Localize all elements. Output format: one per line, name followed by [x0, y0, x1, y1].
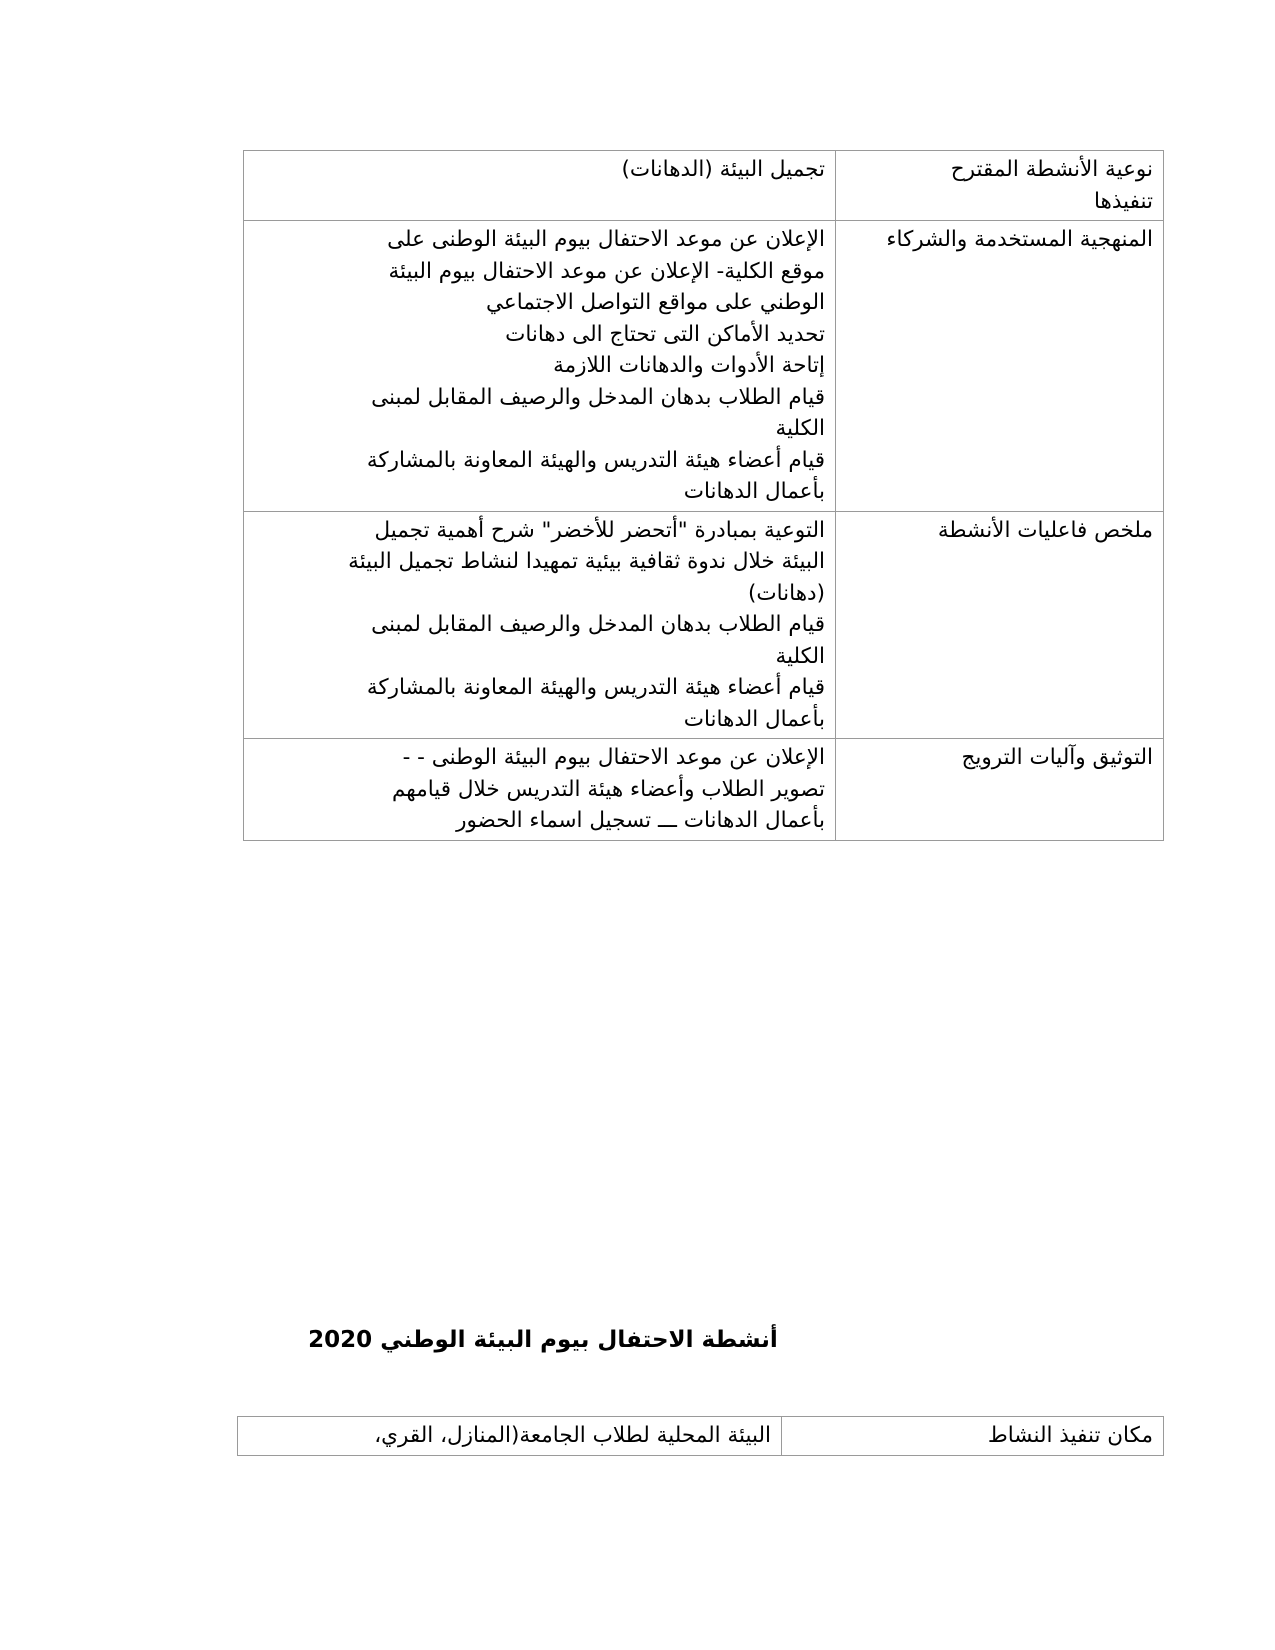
- row-value-line: قيام أعضاء هيئة التدريس والهيئة المعاونة بالمشاركة: [366, 675, 825, 700]
- activities-table-body: [244, 151, 1164, 841]
- row-value-line: الوطني على مواقع التواصل الاجتماعي: [485, 290, 825, 315]
- row-value-line: الكلية: [775, 643, 825, 669]
- row-value: البيئة المحلية لطلاب الجامعة(المنازل، القري،: [238, 1417, 782, 1456]
- section-heading: أنشطة الاحتفال بيوم البيئة الوطني 2020: [308, 1327, 778, 1353]
- row-label: [836, 221, 1164, 512]
- row-value-line: تحديد الأماكن التى تحتاج الى دهانات: [505, 321, 825, 347]
- row-value-line: التوعية بمبادرة "أتحضر للأخضر" شرح أهمية تجميل: [374, 517, 825, 543]
- row-value-line: بأعمال الدهانات: [683, 706, 825, 732]
- row-value-line: الكلية: [775, 416, 825, 441]
- table-row: [244, 151, 1164, 221]
- row-value-line: تصوير الطلاب وأعضاء هيئة التدريس خلال قيامهم: [391, 776, 825, 802]
- row-value: [244, 739, 836, 841]
- row-value-line: قيام الطلاب بدهان المدخل والرصيف المقابل لمبنى: [371, 384, 825, 410]
- row-label: مكان تنفيذ النشاط: [782, 1417, 1164, 1456]
- row-value-line: (دهانات): [747, 580, 825, 606]
- row-value-line: بأعمال الدهانات ـــ تسجيل اسماء الحضور: [456, 808, 825, 833]
- row-value-line: بأعمال الدهانات: [683, 479, 825, 504]
- row-value: [244, 511, 836, 739]
- row-value-line: البيئة خلال ندوة ثقافية بيئية تمهيدا لنشاط تجميل البيئة: [348, 549, 825, 574]
- row-value-line: موقع الكلية- الإعلان عن موعد الاحتفال بيوم البيئة: [388, 258, 825, 284]
- activities-table: [243, 150, 1164, 841]
- row-value-line: إتاحة الأدوات والدهانات اللازمة: [553, 353, 825, 378]
- row-value: [244, 151, 836, 221]
- row-value-line: الإعلان عن موعد الاحتفال بيوم البيئة الوطنى - -: [402, 745, 825, 770]
- row-value-line: قيام أعضاء هيئة التدريس والهيئة المعاونة بالمشاركة: [366, 447, 825, 473]
- table-row: [244, 511, 1164, 739]
- row-label-line: ملخص فاعليات الأنشطة: [937, 517, 1153, 543]
- row-label: [836, 739, 1164, 841]
- row-label-line: تنفيذها: [1093, 188, 1153, 214]
- row-label-line: التوثيق وآليات الترويج: [961, 745, 1153, 770]
- row-value-line: تجميل البيئة (الدهانات): [621, 157, 825, 182]
- row-value-line: قيام الطلاب بدهان المدخل والرصيف المقابل لمبنى: [371, 612, 825, 637]
- table-row: [238, 1417, 1164, 1456]
- row-label-line: نوعية الأنشطة المقترح: [950, 157, 1153, 182]
- row-label: [836, 511, 1164, 739]
- row-value-line: الإعلان عن موعد الاحتفال بيوم البيئة الوطنى على: [387, 227, 825, 252]
- row-label-line: المنهجية المستخدمة والشركاء: [886, 227, 1153, 252]
- row-label: [836, 151, 1164, 221]
- activity-place-table: [237, 1416, 1164, 1456]
- table-row: [244, 221, 1164, 512]
- row-value: [244, 221, 836, 512]
- table-row: [244, 739, 1164, 841]
